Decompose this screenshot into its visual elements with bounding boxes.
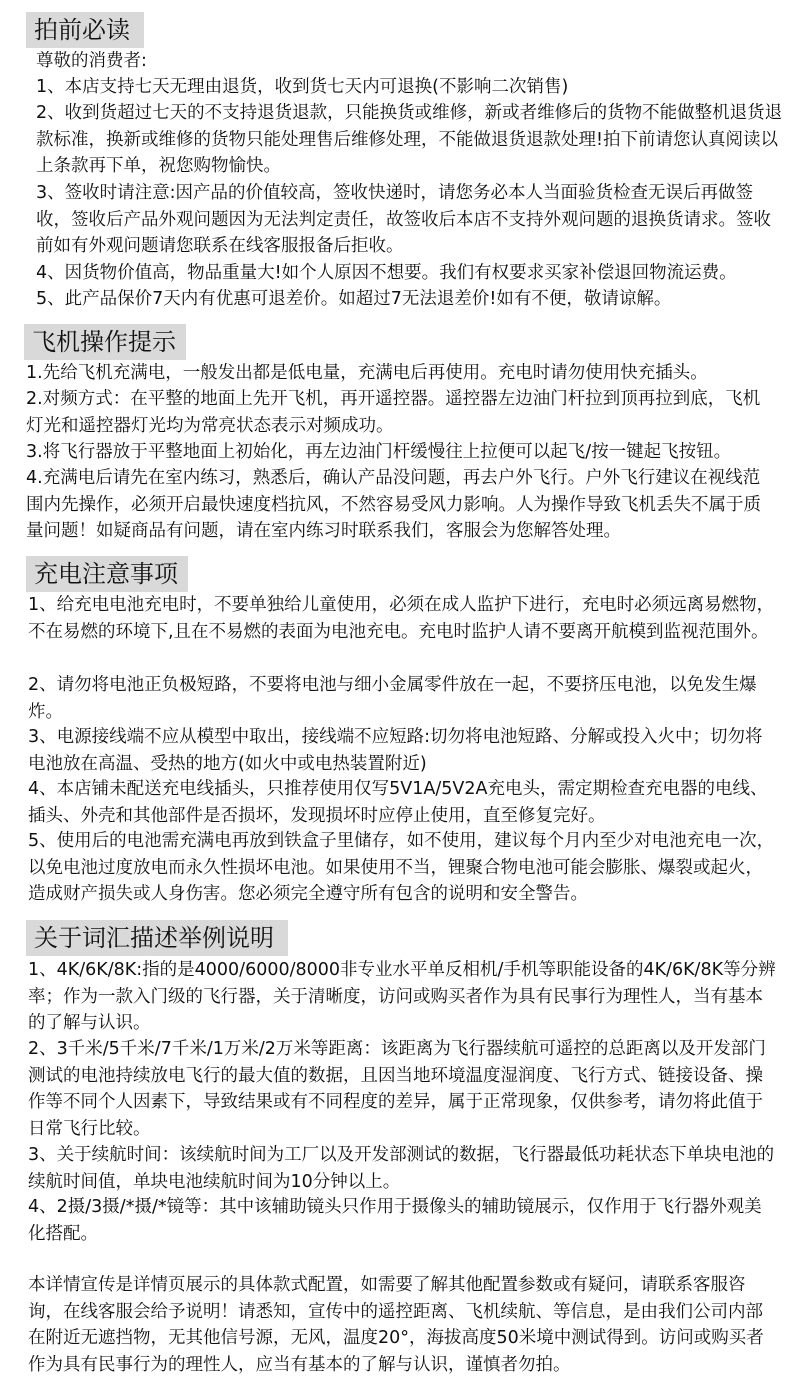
section-heading-charging-notes: 充电注意事项 [26,556,188,592]
purchase-note-2: 2、收到货超过七天的不支持退货退款，只能换货或维修，新或者维修后的货物不能做整机退货退款标准，换新或维修的货物只能处理售后维修处理，不能做退货退款处理!拍下前请您认真阅读以上条款再下单，祝您购物愉快。 [36,103,783,176]
terms-note-1: 1、4K/6K/8K:指的是4000/6000/8000非专业水平单反相机/手机等职能设备的4K/6K/8K等分辨率；作为一款入门级的飞行器，关于清晰度，访问或购买者作为具有民事行为理性人，当有基本的了解与认识。 [28,960,776,1033]
operation-tip-4: 4.充满电后请先在室内练习，熟悉后，确认产品没问题，再去户外飞行。户外飞行建议在视线范围内先操作，必须开启最快速度档抗风，不然容易受风力影响。人为操作导致飞机丢失不属于质量问题！如疑商品有问题，请在室内练习时联系我们，客服会为您解答处理。 [26,468,761,541]
operation-tip-2: 2.对频方式：在平整的地面上先开飞机，再开遥控器。遥控器左边油门杆拉到顶再拉到底，飞机灯光和遥控器灯光均为常亮状态表示对频成功。 [26,389,761,436]
charging-note-5: 5、使用后的电池需充满电再放到铁盒子里储存，如不使用，建议每个月内至少对电池充电一次，以免电池过度放电而永久性损坏电池。如果使用不当，锂聚合物电池可能会膨胀、爆裂或起火，造成财产损失或人身伤害。您必须完全遵守所有包含的说明和安全警告。 [28,831,775,904]
terms-note-2: 2、3千米/5千米/7千米/1万米/2万米等距离：该距离为飞行器续航可遥控的总距离以及开发部门测试的电池持续放电飞行的最大值的数据，且因当地环境温度湿润度、飞行方式、链接设备、操作等不同个人因素下，导致结果或有不同程度的差异，属于正常现象，仅供参考，请勿将此值于日常飞行比较。 [28,1039,766,1139]
section-heading-operation-tips: 飞机操作提示 [24,324,186,360]
greeting-text: 尊敬的消费者: [36,51,147,71]
charging-note-2: 2、请勿将电池正负极短路，不要将电池与细小金属零件放在一起，不要挤压电池，以免发生爆炸。 [28,675,757,722]
purchase-note-5: 5、此产品保价7天内有优惠可退差价。如超过7无法退差价!如有不便，敬请谅解。 [36,289,672,309]
operation-tip-1: 1.先给飞机充满电，一般发出都是低电量，充满电后再使用。充电时请勿使用快充插头。 [26,363,708,383]
charging-note-4: 4、本店铺未配送充电线插头，只推荐使用仅写5V1A/5V2A充电头，需定期检查充电器的电线、插头、外壳和其他部件是否损坏，发现损坏时应停止使用，直至修复完好。 [28,779,768,826]
purchase-note-3: 3、签收时请注意:因产品的价值较高，签收快递时，请您务必本人当面验货检查无误后再做签收，签收后产品外观问题因为无法判定责任，故签收后本店不支持外观问题的退换货请求。签收前如有外观问题请您联系在线客服报备后拒收。 [36,183,771,256]
charging-note-3: 3、电源接线端不应从模型中取出，接线端不应短路:切勿将电池短路、分解或投入火中；切勿将电池放在高温、受热的地方(如火中或电热装置附近) [28,727,763,774]
operation-tip-3: 3.将飞行器放于平整地面上初始化，再左边油门杆缓慢往上拉便可以起飞/按一键起飞按钮。 [26,442,732,462]
purchase-note-1: 1、本店支持七天无理由退货，收到货七天内可退换(不影响二次销售) [36,77,569,97]
footer-disclaimer: 本详情宣传是详情页展示的具体款式配置，如需要了解其他配置参数或有疑问，请联系客服咨询，在线客服会给予说明！请悉知，宣传中的遥控距离、飞机续航、等信息，是由我们公司内部在附近无遮挡物，无其他信号源，无风，温度20°，海拔高度50米境中测试得到。访问或购买者作为具有民事行为的理性人，应当有基本的了解与认识，谨慎者勿拍。 [28,1275,764,1375]
terms-note-3: 3、关于续航时间：该续航时间为工厂以及开发部测试的数据，飞行器最低功耗状态下单块电池的续航时间值，单块电池续航时间为10分钟以上。 [28,1145,775,1192]
purchase-note-4: 4、因货物价值高，物品重量大!如个人原因不想要。我们有权要求买家补偿退回物流运费。 [36,263,737,283]
section-heading-terms-explanation: 关于词汇描述举例说明 [26,920,288,956]
terms-note-4: 4、2摄/3摄/*摄/*镜等：其中该辅助镜头只作用于摄像头的辅助镜展示，仅作用于飞行器外观美化搭配。 [28,1197,762,1244]
section-heading-before-purchase: 拍前必读 [26,12,144,48]
charging-note-1: 1、给充电电池充电时，不要单独给儿童使用，必须在成人监护下进行，充电时必须远离易燃物，不在易燃的环境下,且在不易燃的表面为电池充电。充电时监护人请不要离开航模到监视范围外。 [28,595,775,642]
